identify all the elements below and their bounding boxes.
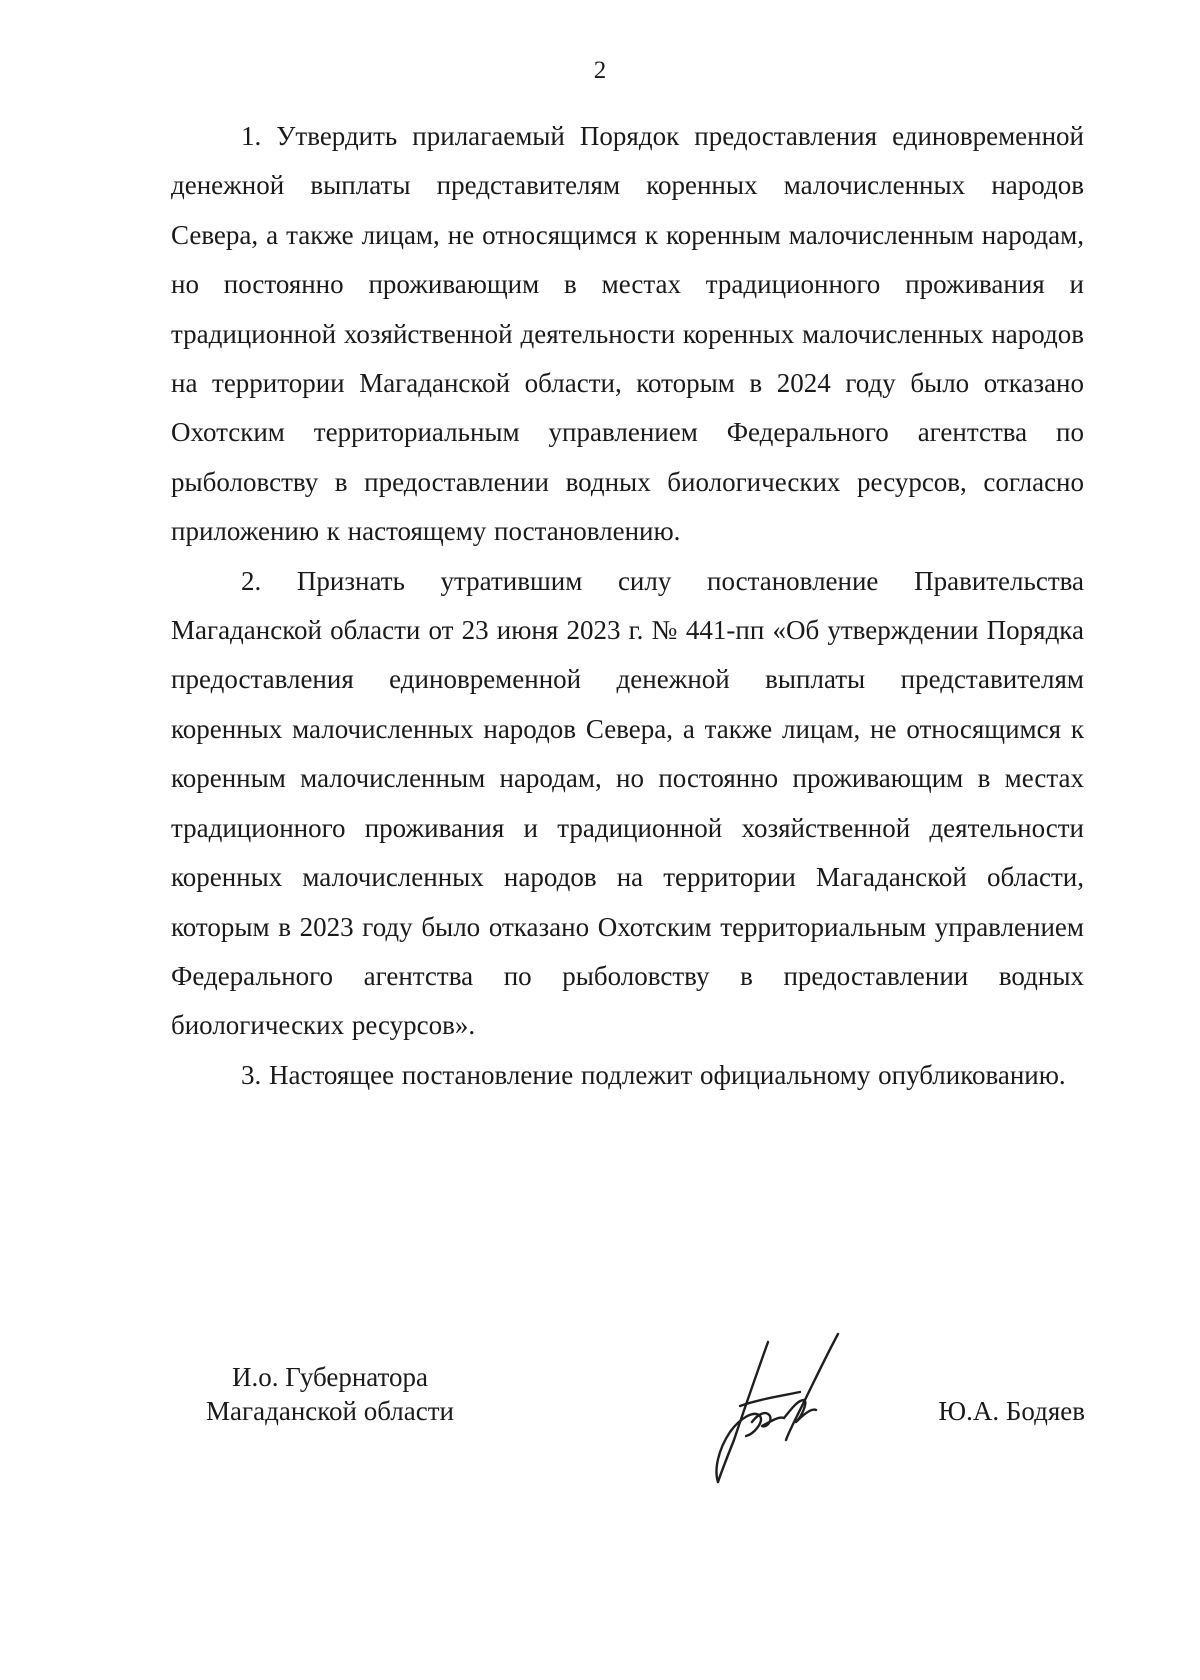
document-body xyxy=(171,112,1084,1100)
paragraph-1: 1. Утвердить прилагаемый Порядок предоставления единовременной денежной выплаты представителям коренных малочисленных народов Севера, а также лицам, не относящимся к коренным малочисленным народам, но постоянно проживающим в местах традиционного проживания и традиционной хозяйственной деятельности коренных малочисленных народов на территории Магаданской области, которым в 2024 году было отказано Охотским территориальным управлением Федерального агентства по рыболовству в предоставлении водных биологических ресурсов, согласно приложению к настоящему постановлению. xyxy=(171,121,1084,547)
signature-block xyxy=(0,1360,1200,1520)
paragraph-2: 2. Признать утратившим силу постановление Правительства Магаданской области от 23 июня 2023 г. № 441-пп «Об утверждении Порядка предоставления единовременной денежной выплаты представителям коренных малочисленных народов Севера, а также лицам, не относящимся к коренным малочисленным народам, но постоянно проживающим в местах традиционного проживания и традиционной хозяйственной деятельности коренных малочисленных народов на территории Магаданской области, которым в 2023 году было отказано Охотским территориальным управлением Федерального агентства по рыболовству в предоставлении водных биологических ресурсов». xyxy=(171,565,1084,1041)
page-number: 2 xyxy=(593,57,607,84)
signer-position xyxy=(180,1360,480,1428)
paragraph-3: 3. Настоящее постановление подлежит официальному опубликованию. xyxy=(241,1059,1066,1090)
handwritten-signature-icon xyxy=(700,1330,850,1490)
signer-position-line-1: И.о. Губернатора xyxy=(231,1362,428,1392)
signer-name: Ю.А. Бодяев xyxy=(938,1396,1085,1426)
signer-position-line-2: Магаданской области xyxy=(206,1396,454,1426)
